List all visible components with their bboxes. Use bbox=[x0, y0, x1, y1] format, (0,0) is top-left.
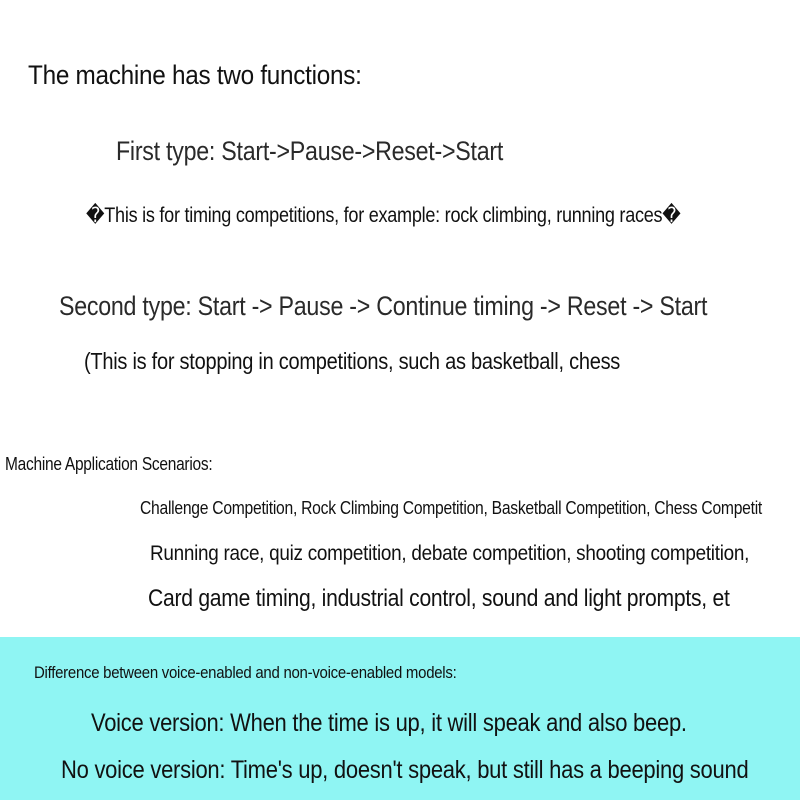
scenarios-line-3: Card game timing, industrial control, sound and light prompts, et bbox=[148, 585, 730, 612]
difference-heading: Difference between voice-enabled and non-voice-enabled models: bbox=[34, 663, 457, 682]
second-type-sequence: Second type: Start -> Pause -> Continue timing -> Reset -> Start bbox=[59, 291, 708, 321]
functions-title: The machine has two functions: bbox=[28, 60, 362, 90]
first-type-note: �This is for timing competitions, for example: rock climbing, running races� bbox=[86, 204, 681, 227]
no-voice-version-text: No voice version: Time's up, doesn't speak, but still has a beeping sound bbox=[61, 756, 749, 784]
scenarios-line-2: Running race, quiz competition, debate competition, shooting competition, bbox=[150, 542, 750, 565]
scenarios-heading: Machine Application Scenarios: bbox=[5, 454, 213, 474]
first-type-sequence: First type: Start->Pause->Reset->Start bbox=[116, 136, 504, 166]
voice-version-text: Voice version: When the time is up, it will speak and also beep. bbox=[91, 709, 687, 737]
scenarios-line-1: Challenge Competition, Rock Climbing Competition, Basketball Competition, Chess Competit bbox=[140, 498, 763, 518]
second-type-note: (This is for stopping in competitions, such as basketball, chess bbox=[84, 348, 621, 374]
